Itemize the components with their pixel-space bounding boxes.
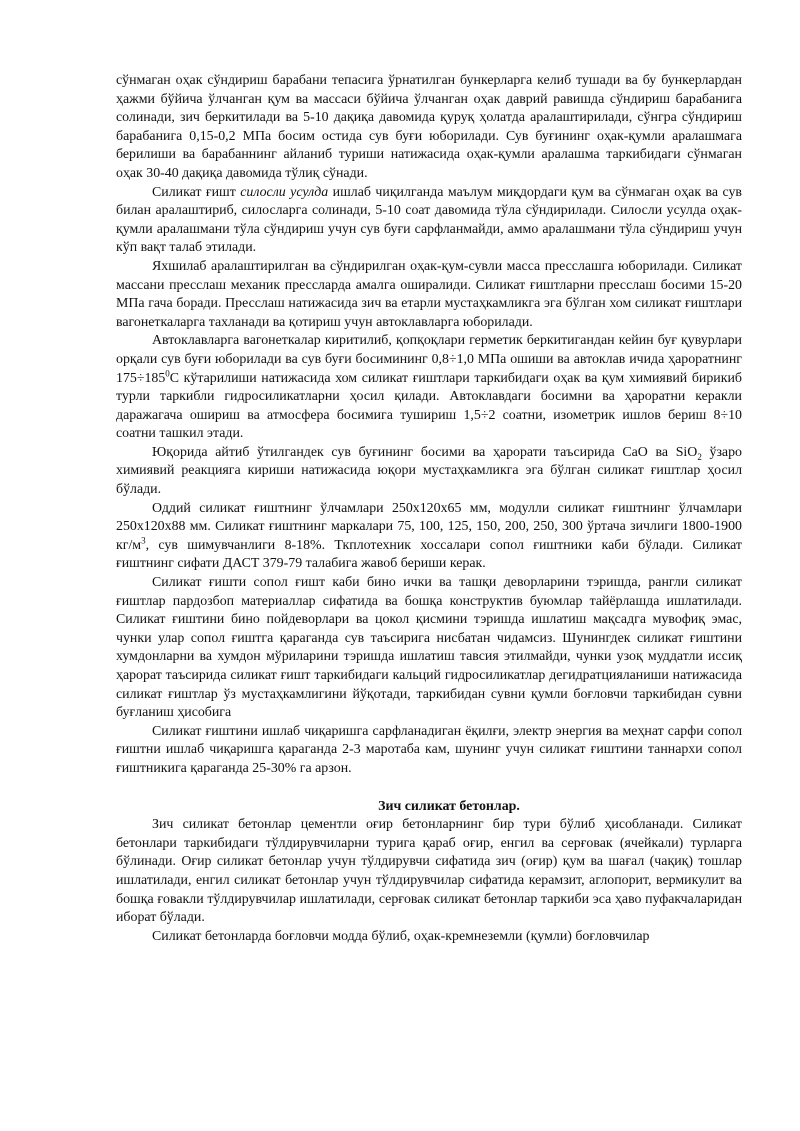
paragraph-silo-method	[116, 184, 742, 258]
paragraph-brick-usage: Силикат ғишти сопол ғишт каби бино ички ва ташқи деворларини тэришда, рангли силикат ғиштлар пардозбоп материаллар сифатида ва бошқа конструктив буюмлар тайёрлашда ишлатилади. Силикат ғиштини бино пойдеворлари ва цокол қисмини тэришда ишлатиш мақсадга мувофиқ эмас, чунки улар сопол ғиштга қараганда сув таъсирига нисбатан чидамсиз. Шунингдек силикат ғиштини хумдонларни ва хумдон мўриларини тэришда ишлатиш тавсия этилмайди, чунки узоқ муддатли иссиқ ҳарорат таъсирида силикат ғишт таркибидаги кальций гидросиликатлар дегидратцияланиши натижасида силикат ғиштлар ўз мустаҳкамлигини йўқотади, таркибидан сувни қумли боғловчи таркибидан сувни буғланиш ҳисобига	[116, 575, 742, 721]
paragraph-brick-dimensions	[116, 500, 742, 574]
paragraph-autoclave	[116, 332, 742, 444]
document-page	[116, 72, 742, 946]
paragraph-dense-silicate-concrete: Зич силикат бетонлар цементли оғир бетонларнинг бир тури бўлиб ҳисобланади. Силикат бетонлари таркибидаги тўлдирувчиларни турига қараб оғир, енгил ва серғовак (ячейкали) турларга бўлинади. Оғир силикат бетонлар учун тўлдирувчи сифатида зич (оғир) қум ва шағал (чақиқ) тошлар ишлатилади, енгил силикат бетонлар учун тўлдирувчилар сифатида керамзит, аглопорит, вермикулит ва бошқа ғовакли тўлдирувчилар ишлатилади, серғовак силикат бетонлар таркиби эса ҳаво пуфакчаларидан иборат бўлади.	[116, 817, 742, 926]
section-heading: Зич силикат бетонлар.	[378, 798, 520, 814]
emphasis-silo-method: силосли усулда	[240, 184, 329, 200]
paragraph-brick-dimensions-part-b: , сув шимувчанлиги 8-18%. Ткплотехник хоссалари сопол ғиштники каби бўлади. Силикат ғиштнинг сифати ДАСТ 379-79 талабига жавоб бериши керак.	[116, 537, 742, 572]
paragraph-chemical-reaction-part-b: ўзаро химиявий реакцияга кириши натижасида юқори мустаҳкамликга эга бўлган силикат ғиштлар ҳосил бўлади.	[116, 444, 742, 498]
paragraph-pressing: Яхшилаб аралаштирилган ва сўндирилган оҳак-қум-сувли масса пресслашга юборилади. Силикат массани пресслаш механик прессларда амалга оширалиди. Силикат ғиштларни пресслаш босими 15-20 МПа гача боради. Пресслаш натижасида зич ва етарли мустаҳкамликга эга бўлган хом силикат ғиштлари вагонеткаларга тахланади ва қотириш учун автоклавларга юборилади.	[116, 258, 742, 330]
paragraph-chemical-reaction-part-a: Юқорида айтиб ўтилгандек сув буғининг босими ва ҳарорати таъсирида CaO ва SiO	[152, 444, 698, 460]
paragraph-brick-dimensions-part-a: Оддий силикат ғиштнинг ўлчамлари 250х120х65 мм, модулли силикат ғиштнинг ўлчамлари 250х120х88 мм. Силикат ғиштнинг маркалари 75, 100, 125, 150, 200, 250, 300 ўртача зичлиги 1800-1900 кг/м	[116, 500, 742, 553]
paragraph-silo-method-part-b: ишлаб чиқилганда маълум миқдордаги қум ва сўнмаган оҳак ва сув билан аралаштириб, силосларга солинади, 5-10 соат давомида тўла сўндирилади. Силосли усулда оҳак-қумли аралашмани тўла сўндириш учун сув буғи сарфланмайди, аммо аралашмани тўла сўндириш учун кўп вақт талаб этилади.	[116, 184, 742, 256]
paragraph-brick-cost: Силикат ғиштини ишлаб чиқаришга сарфланадиган ёқилғи, электр энергия ва меҳнат сарфи сопол ғиштни ишлаб чиқаришга қараганда 2-3 маротаба кам, шунинг учун силикат ғиштини таннархи сопол ғиштникига қараганда 25-30% га арзон.	[116, 723, 742, 776]
cubic-superscript: 3	[141, 535, 146, 546]
paragraph-chemical-reaction	[116, 444, 742, 500]
sio2-subscript: 2	[697, 451, 702, 462]
paragraph-autoclave-part-b: С кўтарилиши натижасида хом силикат ғиштлари таркибидаги оҳак ва қум химиявий бирикиб турли таркибли гидросиликатларни ҳосил қилади. Автоклавдаги босимни ва ҳароратни керакли даражагача ошириш ва атмосфера босимига тушириш 1,5÷2 соатни, изометрик ишлов бериш 8÷10 соатни ташкил этади.	[116, 370, 742, 442]
paragraph-lime-slaking-drum: сўнмаган оҳак сўндириш барабани тепасига ўрнатилган бункерларга келиб тушади ва бу бункерлардан ҳажми бўйича ўлчанган қум ва массаси бўйича ўлчанган оҳак даврий равишда сўндириш барабанига солинади, зич беркитилади ва 5-10 дақиқа давомида қуруқ ҳолатда аралаштирилади, сўнгра сўндириш барабанига 0,15-0,2 МПа босим остида сув буғи юборилади. Сув буғининг оҳак-қумли аралашмага берилиши ва барабаннинг айланиб туриши натижасида оҳак-қумли аралашма таркибидаги сўнмаган оҳак 30-40 дақиқа давомида тўлиқ сўнади.	[116, 73, 742, 181]
degree-superscript: 0	[165, 367, 170, 378]
paragraph-binder: Силикат бетонларда боғловчи модда бўлиб, оҳак-кремнеземли (қумли) боғловчилар	[152, 928, 650, 944]
paragraph-autoclave-part-a: Автоклавларга вагонеткалар киритилиб, қопқоқлари герметик беркитигандан кейин буғ қувурлари орқали сув буғи юборилади ва сув буғи босимининг 0,8÷1,0 МПа ошиши ва автоклав ичида ҳароратнинг 175÷185	[116, 333, 742, 386]
paragraph-silo-method-part-a: Силикат ғишт	[152, 184, 241, 200]
